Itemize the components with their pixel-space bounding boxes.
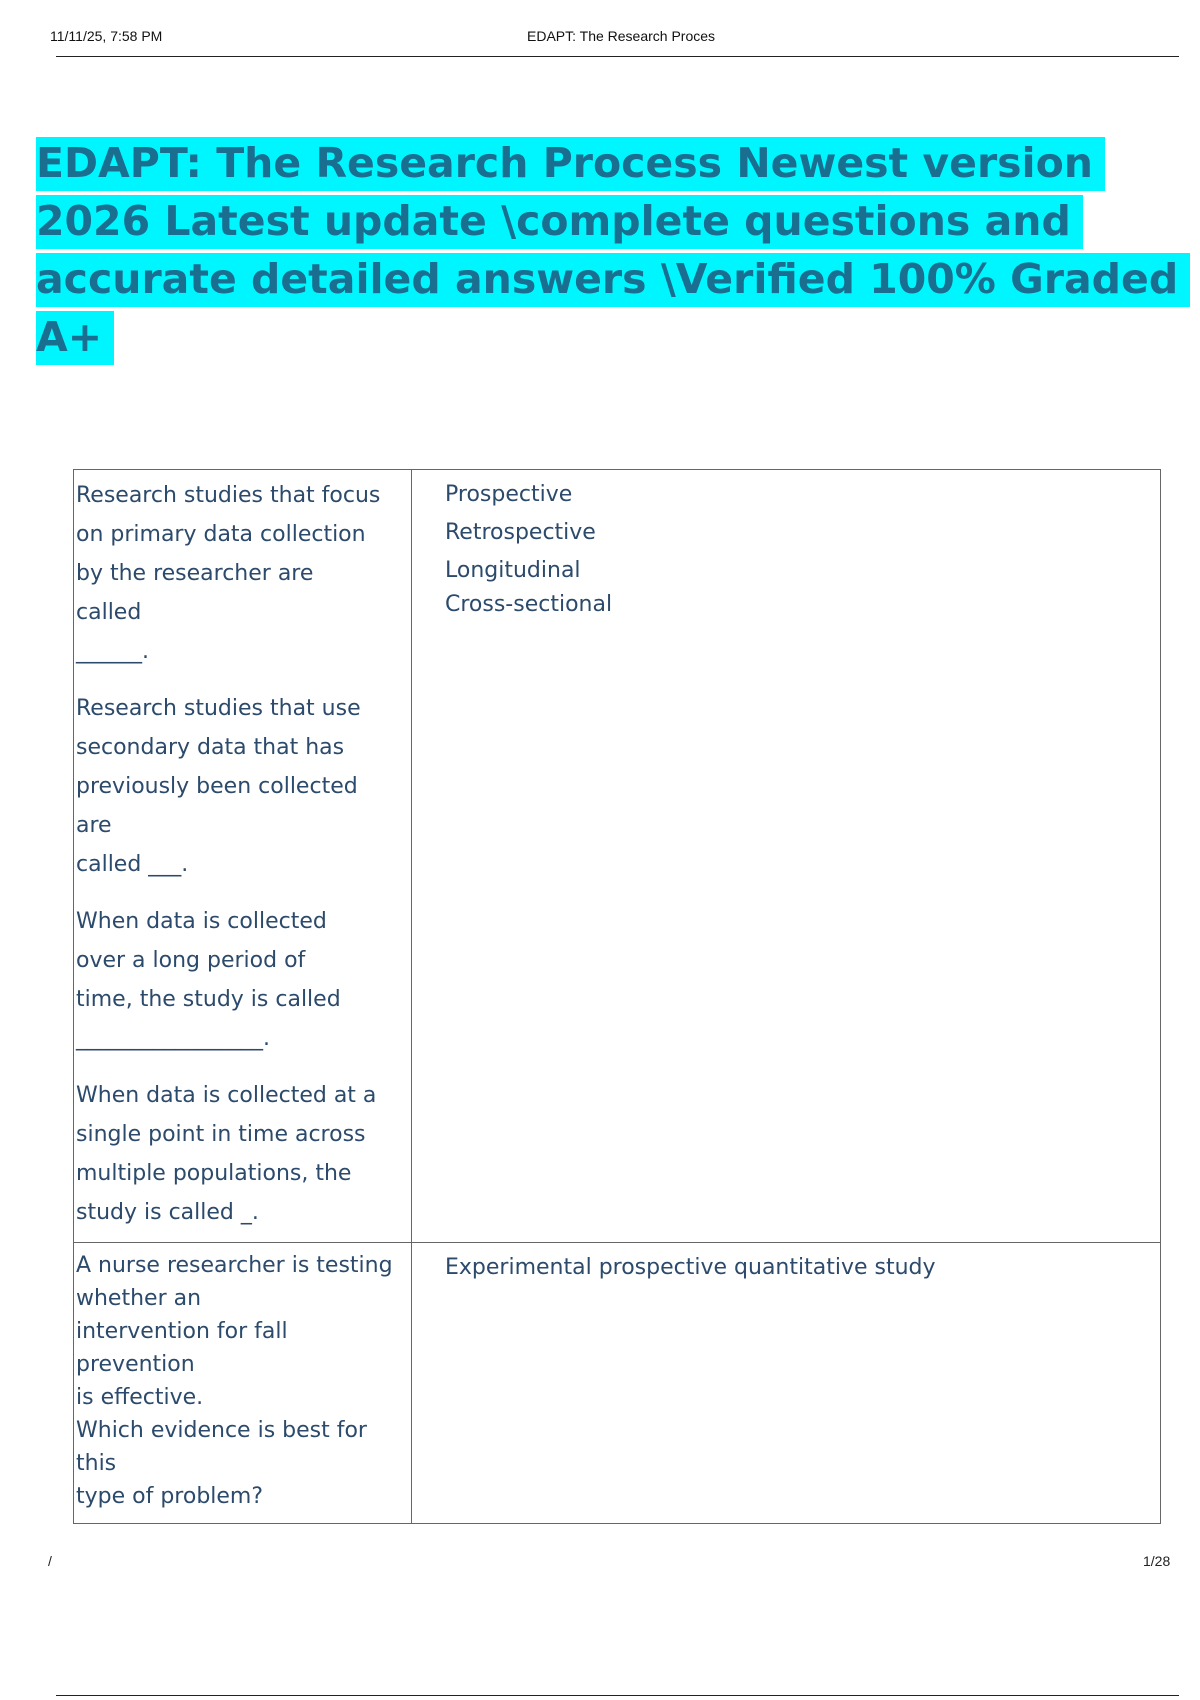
header-divider: [56, 56, 1179, 57]
question-text: When data is collected over a long period of time, the study is called _________________.: [76, 909, 341, 1051]
answer-cell: [412, 470, 1161, 1243]
question-cell: [74, 1243, 412, 1524]
print-header-title: EDAPT: The Research Proces: [527, 28, 716, 44]
document-heading: [36, 134, 1186, 366]
answer-cell: [412, 1243, 1161, 1524]
answer-text: Cross-sectional: [445, 592, 613, 617]
footer-divider: [56, 1695, 1179, 1696]
question-cell: [74, 470, 412, 1243]
footer-url: /: [48, 1553, 52, 1569]
table-row: [74, 1243, 1161, 1524]
question-text: When data is collected at a single point in time across multiple populations, the study is called _.: [76, 1083, 377, 1225]
answer-text: Retrospective: [445, 520, 596, 545]
question-text: Research studies that focus on primary data collection by the researcher are called ______.: [76, 483, 381, 664]
page-number: 1/28: [1143, 1553, 1171, 1569]
answer-text: Longitudinal: [445, 558, 581, 583]
question-text: A nurse researcher is testing whether an intervention for fall prevention is effective. Which evidence is best for this type of problem?: [76, 1253, 393, 1509]
question-text: Research studies that use secondary data that has previously been collected are called ___.: [76, 696, 361, 877]
answer-text: Experimental prospective quantitative study: [445, 1255, 936, 1280]
document-heading-text: EDAPT: The Research Process Newest version 2026 Latest update \complete questions and accurate detailed answers \Verified 100% Graded A+: [36, 137, 1190, 365]
print-datetime: 11/11/25, 7:58 PM: [50, 28, 163, 44]
qa-table: [73, 469, 1161, 1524]
answer-text: Prospective: [445, 482, 573, 507]
table-row: [74, 470, 1161, 1243]
